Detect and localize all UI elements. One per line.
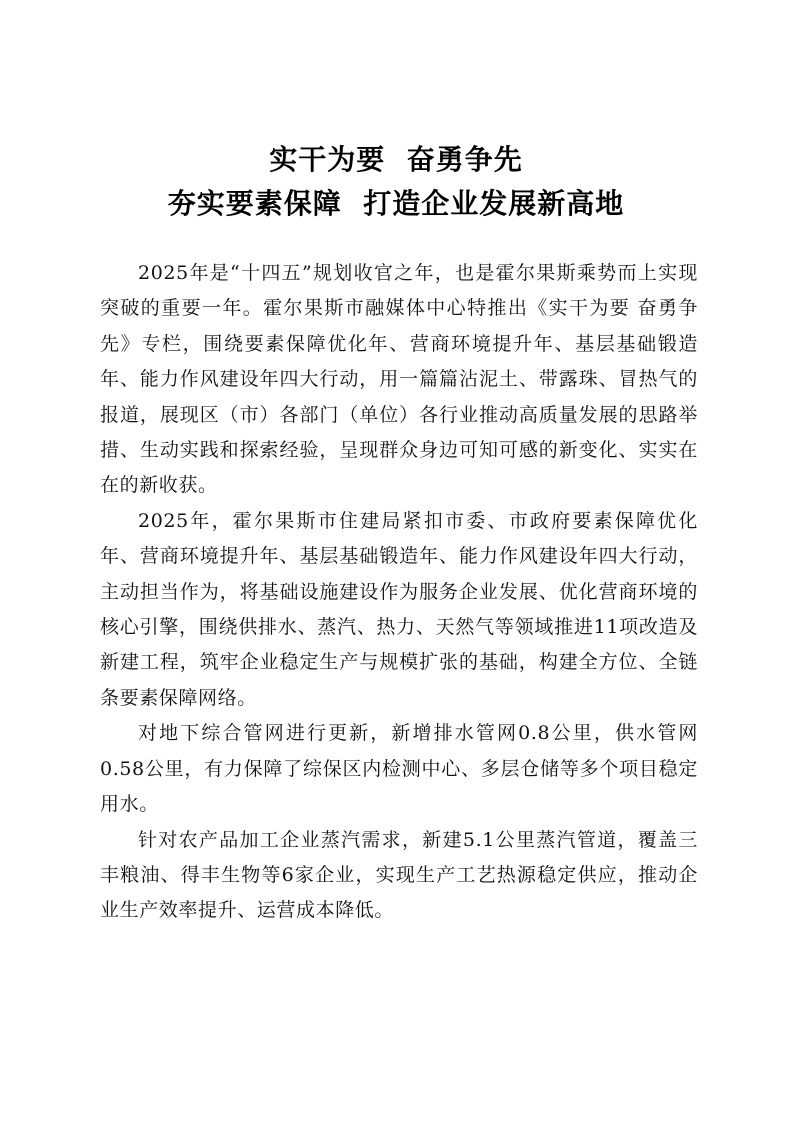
paragraph-water-network: 对地下综合管网进行更新，新增排水管网0.8公里，供水管网0.58公里，有力保障了综保区内检测中心、多层仓储等多个项目稳定用水。 (100, 722, 698, 816)
title-line-2: 夯实要素保障 打造企业发展新高地 (167, 187, 625, 220)
paragraph-steam-pipeline: 针对农产品加工企业蒸汽需求，新建5.1公里蒸汽管道，覆盖三丰粮油、得丰生物等6家企业，实现生产工艺热源稳定供应，推动企业生产效率提升、运营成本降低。 (100, 828, 698, 922)
title-line-1: 实干为要 奋勇争先 (269, 143, 523, 176)
paragraph-overview: 2025年，霍尔果斯市住建局紧扣市委、市政府要素保障优化年、营商环境提升年、基层基础锻造年、能力作风建设年四大行动，主动担当作为，将基础设施建设作为服务企业发展、优化营商环境的核心引擎，围绕供排水、蒸汽、热力、天然气等领域推进11项改造及新建工程，筑牢企业稳定生产与规模扩张的基础，构建全方位、全链条要素保障网络。 (100, 509, 698, 709)
article-title (0, 138, 792, 226)
article-body (100, 256, 698, 929)
paragraph-intro: 2025年是“十四五”规划收官之年，也是霍尔果斯乘势而上实现突破的重要一年。霍尔果斯市融媒体中心特推出《实干为要 奋勇争先》专栏，围绕要素保障优化年、营商环境提升年、基层基础锻造年、能力作风建设年四大行动，用一篇篇沾泥土、带露珠、冒热气的报道，展现区（市）各部门（单位）各行业推动高质量发展的思路举措、生动实践和探索经验，呈现群众身边可知可感的新变化、实实在在的新收获。 (100, 262, 698, 497)
